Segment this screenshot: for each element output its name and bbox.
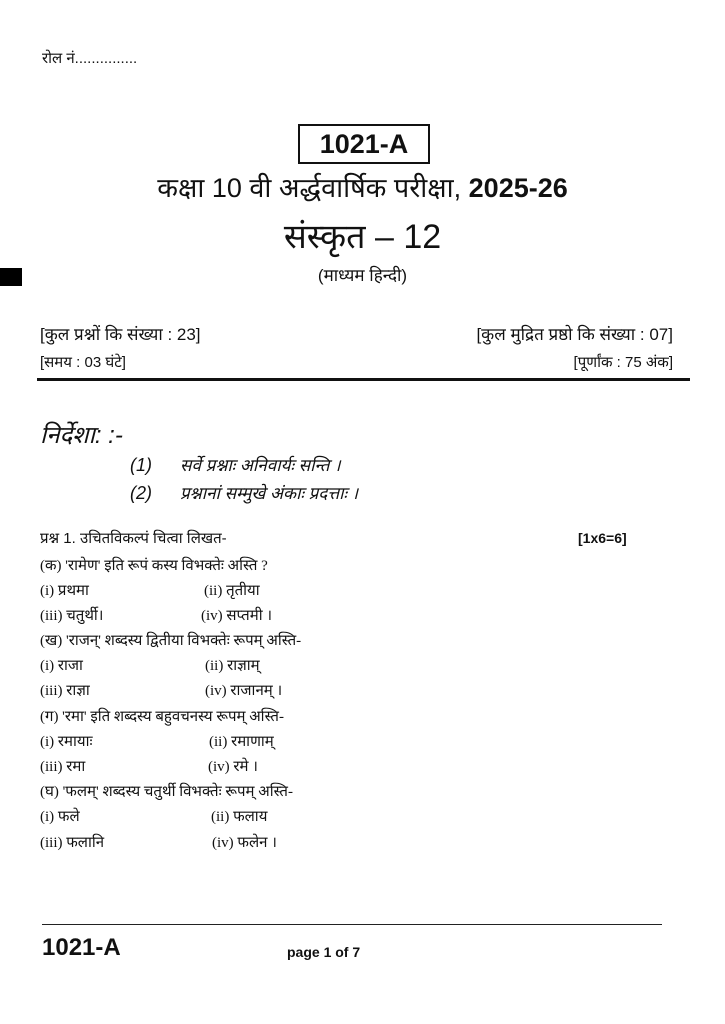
header-divider (37, 378, 690, 381)
option: (i) रमायाः (40, 734, 93, 750)
instruction-item (130, 481, 358, 504)
full-marks: [पूर्णांक : 75 अंक] (573, 354, 673, 371)
option: (ii) तृतीया (204, 583, 260, 599)
subject-title: संस्कृत – 12 (283, 218, 442, 256)
page-number: page 1 of 7 (287, 944, 361, 960)
option: (iv) फलेन । (212, 835, 277, 851)
option: (ii) फलाय (211, 809, 268, 825)
exam-title-main: कक्षा 10 वी अर्द्धवार्षिक परीक्षा, (157, 173, 469, 203)
instruction-number: (1) (130, 455, 152, 475)
option: (i) फले (40, 809, 80, 825)
instruction-text: प्रश्नानां सम्मुखे अंकाः प्रदत्ताः । (180, 484, 359, 503)
option: (iii) फलानि (40, 835, 105, 851)
total-printed-pages: [कुल मुद्रित प्रष्ठो कि संख्या : 07] (476, 325, 673, 344)
question-1-marks: [1x6=6] (578, 530, 627, 546)
option: (ii) रमाणाम् (209, 734, 274, 750)
roll-number-field: रोल नं............... (42, 50, 138, 67)
medium-label: (माध्यम हिन्दी) (317, 266, 408, 285)
exam-title (0, 168, 725, 205)
option: (iii) राज्ञा (40, 683, 90, 699)
total-questions: [कुल प्रश्नों कि संख्या : 23] (40, 325, 201, 344)
instruction-number: (2) (130, 483, 152, 503)
option: (iv) रमे । (208, 759, 258, 775)
option: (ii) राज्ञाम् (205, 658, 260, 674)
instruction-item (130, 453, 341, 476)
question-stem: (क) 'रामेण' इति रूपं कस्य विभक्तेः अस्ति ? (40, 558, 268, 574)
option: (iv) राजानम् । (205, 683, 283, 699)
question-stem: (ग) 'रमा' इति शब्दस्य बहुवचनस्य रूपम् अस्ति- (40, 709, 284, 725)
question-stem: (घ) 'फलम्' शब्दस्य चतुर्थी विभक्तेः रूपम् अस्ति- (40, 784, 293, 800)
instructions-title: निर्देशा: :- (40, 422, 123, 449)
option: (i) प्रथमा (40, 583, 89, 599)
option: (i) राजा (40, 658, 83, 674)
option: (iii) चतुर्थी। (40, 608, 104, 624)
option: (iv) सप्तमी । (201, 608, 273, 624)
option: (iii) रमा (40, 759, 86, 775)
question-stem: (ख) 'राजन्' शब्दस्य द्वितीया विभक्तेः रूपम् अस्ति- (40, 633, 302, 649)
question-1-title: प्रश्न 1. उचितविकल्पं चित्वा लिखत- (40, 530, 227, 547)
footer-paper-code: 1021-A (42, 934, 121, 961)
footer-divider (42, 924, 662, 925)
instruction-text: सर्वे प्रश्नाः अनिवार्यः सन्ति । (180, 456, 341, 475)
registration-mark (0, 268, 22, 286)
paper-code-box: 1021-A (298, 124, 430, 164)
exam-year: 2025-26 (468, 173, 568, 203)
exam-time: [समय : 03 घंटे] (40, 354, 126, 371)
